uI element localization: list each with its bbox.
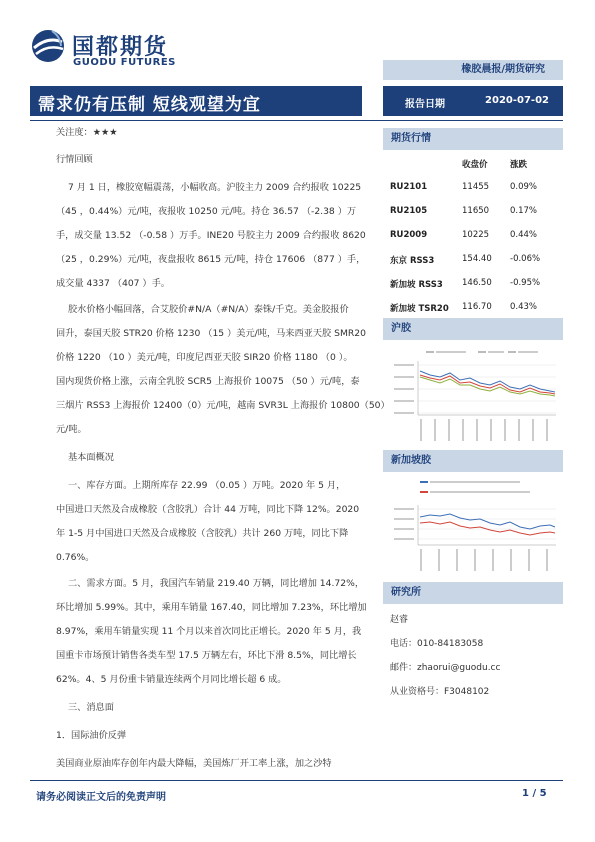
paragraph-line: 价格 1220 （10 ）美元/吨，印度尼西亚天胶 SIR20 价格 1180 （0 ）。	[56, 352, 353, 363]
table-row-name: 东京 RSS3	[390, 256, 435, 266]
paragraph-line: 7 月 1 日，橡胶宽幅震荡，小幅收高。沪胶主力 2009 合约报收 10225	[68, 182, 362, 193]
paragraph-line: （45 ，0.44%）元/吨，夜报收 10250 元/吨。持仓 36.57 （-2.38 ）万	[56, 206, 357, 217]
company-name-en: GUODU FUTURES	[73, 57, 176, 68]
analyst-license: 从业资格号：F3048102	[390, 687, 490, 697]
table-row-close: 10225	[462, 230, 490, 240]
paragraph-line: 国重卡市场预计销售各类车型 17.5 万辆左右，环比下滑 8.5%，同比增长	[56, 650, 357, 661]
research-institute-heading: 研究所	[383, 582, 563, 604]
analyst-name: 赵睿	[390, 615, 409, 625]
shfe-chart-heading: 沪胶	[383, 318, 563, 340]
table-row-close: 146.50	[462, 278, 492, 288]
report-type-band: 橡胶晨报/期货研究	[383, 60, 563, 80]
col-header-change: 涨跌	[510, 160, 528, 170]
paragraph-line: 8.97%，乘用车销量实现 11 个月以来首次同比正增长。2020 年 5 月，我	[56, 626, 362, 637]
paragraph-line: 中国进口天然及合成橡胶（含胶乳）合计 44 万吨，同比下降 12%。2020	[56, 504, 360, 515]
paragraph-line: 回升，泰国天胶 STR20 价格 1230 （15 ）美元/吨，马来西亚天胶 SMR20	[56, 328, 366, 339]
footer-divider	[30, 780, 563, 781]
table-row-name: 新加坡 RSS3	[390, 280, 443, 290]
sgx-chart-heading: 新加坡胶	[383, 450, 563, 472]
table-row-name: 新加坡 TSR20	[390, 304, 449, 314]
table-row-change: 0.43%	[510, 302, 538, 312]
table-row-name: RU2101	[390, 182, 428, 192]
table-row-change: 0.44%	[510, 230, 538, 240]
table-row-close: 154.40	[462, 254, 492, 264]
paragraph-line: 国内现货价格上涨，云南全乳胶 SCR5 上海报价 10075 （50 ）元/吨，泰	[56, 376, 360, 387]
table-row-change: 0.09%	[510, 182, 538, 192]
paragraph-line: 62%。4、5 月份重卡销量连续两个月同比增长超 6 成。	[56, 674, 287, 685]
table-row-change: -0.06%	[510, 254, 541, 264]
paragraph-line: （25 ，0.29%）元/吨，夜盘报收 8615 元/吨，持仓 17606 （877 ）手，	[56, 254, 366, 265]
futures-quotes-heading: 期货行情	[383, 128, 563, 150]
table-row-name: RU2105	[390, 206, 428, 216]
paragraph-line: 元/吨。	[56, 424, 87, 435]
col-header-close: 收盘价	[462, 160, 488, 170]
report-date-label: 报告日期	[405, 99, 445, 110]
attention-rating: 关注度：★★★	[56, 127, 118, 138]
analyst-phone: 电话：010-84183058	[390, 639, 484, 649]
paragraph-line: 一、库存方面。上期所库存 22.99 （0.05 ）万吨。2020 年 5 月，	[68, 480, 346, 491]
section-heading-fundamentals: 基本面概况	[68, 452, 114, 463]
company-name: 国都期货	[72, 35, 169, 60]
section-heading-market-review: 行情回顾	[56, 154, 93, 165]
report-date-value: 2020-07-02	[485, 95, 549, 106]
footer-disclaimer: 请务必阅读正文后的免责声明	[36, 792, 166, 803]
paragraph-line: 胶水价格小幅回落，合艾胶价#N/A（#N/A）泰铢/千克。美金胶报价	[68, 304, 349, 315]
header-divider	[30, 120, 563, 121]
analyst-email: 邮件：zhaorui@guodu.cc	[390, 663, 501, 673]
table-row-change: -0.95%	[510, 278, 541, 288]
paragraph-line: 三烟片 RSS3 上海报价 12400（0）元/吨，越南 SVR3L 上海报价 10800（50）	[56, 400, 390, 411]
paragraph-line: 二、需求方面。5 月，我国汽车销量 219.40 万辆，同比增加 14.72%，	[68, 578, 365, 589]
page-title: 需求仍有压制 短线观望为宜	[38, 95, 261, 115]
report-date-band	[383, 86, 563, 116]
table-row-change: 0.17%	[510, 206, 538, 216]
globe-logo-icon	[30, 28, 66, 64]
section-heading-news: 三、消息面	[68, 702, 114, 713]
paragraph-line: 年 1-5 月中国进口天然及合成橡胶（含胶乳）共计 260 万吨，同比下降	[56, 528, 349, 539]
paragraph-line: 美国商业原油库存创年内最大降幅，美国炼厂开工率上涨，加之沙特	[56, 758, 332, 769]
table-row-close: 11455	[462, 182, 490, 192]
shfe-price-chart-image	[390, 345, 560, 445]
paragraph-line: 手，成交量 13.52 （-0.58 ）万手。INE20 号胶主力 2009 合约报收 8620	[56, 230, 366, 241]
news-item-heading: 1．国际油价反弹	[56, 730, 127, 741]
paragraph-line: 0.76%。	[56, 552, 95, 563]
paragraph-line: 环比增加 5.99%。其中，乘用车销量 167.40，同比增加 7.23%，环比增加	[56, 602, 367, 613]
table-row-close: 116.70	[462, 302, 492, 312]
sgx-price-chart-image	[390, 475, 560, 575]
paragraph-line: 成交量 4337 （407 ）手。	[56, 278, 170, 289]
table-row-close: 11650	[462, 206, 490, 216]
page-number: 1 / 5	[522, 788, 547, 799]
table-row-name: RU2009	[390, 230, 428, 240]
